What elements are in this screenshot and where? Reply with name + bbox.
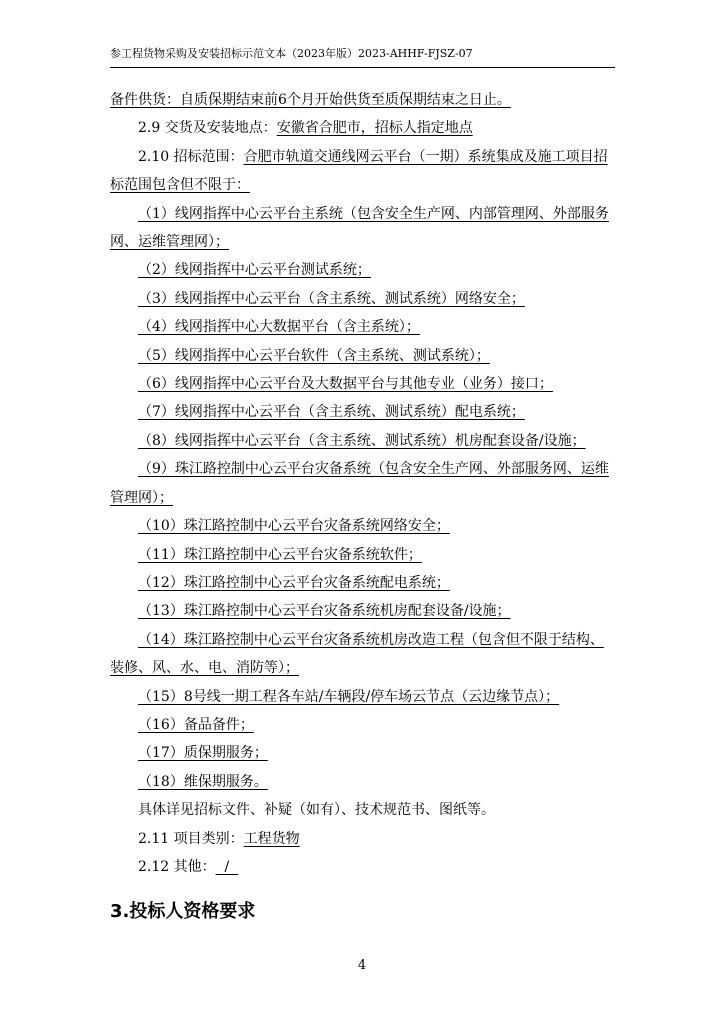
scope-item bbox=[110, 569, 615, 597]
scope-item-text: （2）线网指挥中心云平台测试系统； bbox=[138, 262, 371, 279]
delivery-label: 2.9 交货及安装地点： bbox=[138, 120, 277, 137]
scope-item-text: （16）备品备件； bbox=[138, 716, 254, 733]
scope-item bbox=[110, 768, 615, 796]
scope-item-text: （15）8号线一期工程各车站/车辆段/停车场云节点（云边缘节点）； bbox=[138, 688, 560, 705]
scope-item-text: （6）线网指挥中心云平台及大数据平台与其他专业（业务）接口； bbox=[138, 376, 553, 393]
scope-item-text: （8）线网指挥中心云平台（含主系统、测试系统）机房配套设备/设施； bbox=[138, 432, 586, 449]
scope-item-text: （3）线网指挥中心云平台（含主系统、测试系统）网络安全； bbox=[138, 290, 525, 307]
scope-item-text: （4）线网指挥中心大数据平台（含主系统）； bbox=[138, 319, 420, 336]
scope-item bbox=[110, 512, 615, 540]
details-text: 具体详见招标文件、补疑（如有）、技术规范书、图纸等。 bbox=[138, 802, 495, 819]
delivery-paragraph bbox=[110, 114, 615, 142]
other-value: / bbox=[215, 858, 239, 875]
scope-item-text: （5）线网指挥中心云平台软件（含主系统、测试系统）； bbox=[138, 347, 490, 364]
delivery-value: 安徽省合肥市，招标人指定地点 bbox=[276, 120, 473, 137]
scope-paragraph bbox=[110, 143, 615, 200]
details-paragraph bbox=[110, 796, 615, 824]
scope-item bbox=[110, 626, 615, 683]
scope-item-text: （13）珠江路控制中心云平台灾备系统机房配套设备/设施； bbox=[138, 603, 511, 620]
scope-item bbox=[110, 313, 615, 341]
scope-item-text: （7）线网指挥中心云平台（含主系统、测试系统）配电系统； bbox=[138, 404, 525, 421]
section-heading: 3.投标人资格要求 bbox=[110, 901, 256, 922]
header-rule bbox=[110, 67, 615, 68]
scope-item-text: （18）维保期服务。 bbox=[138, 773, 268, 790]
scope-item bbox=[110, 342, 615, 370]
spare-supply-text: 备件供货：自质保期结束前6个月开始供货至质保期结束之日止。 bbox=[110, 92, 511, 108]
scope-value: 合肥市轨道交通线网云平台（一期）系统集成及施工项目招标范围包含但不限于： bbox=[110, 148, 608, 194]
scope-item bbox=[110, 541, 615, 569]
document-body bbox=[110, 86, 615, 881]
scope-item bbox=[110, 683, 615, 711]
scope-item-text: （12）珠江路控制中心云平台灾备系统配电系统； bbox=[138, 574, 450, 591]
scope-item bbox=[110, 256, 615, 284]
scope-item bbox=[110, 711, 615, 739]
scope-item-text: （17）质保期服务； bbox=[138, 745, 268, 762]
scope-label: 2.10 招标范围： bbox=[138, 148, 244, 165]
scope-item bbox=[110, 200, 615, 257]
running-header: 参工程货物采购及安装招标示范文本（2023年版）2023-AHHF-FJSZ-07 bbox=[110, 47, 473, 60]
scope-item-text: （14）珠江路控制中心云平台灾备系统机房改造工程（包含但不限于结构、装修、风、水、电、消防等）； bbox=[110, 631, 604, 677]
scope-item bbox=[110, 739, 615, 767]
other-label: 2.12 其他： bbox=[138, 858, 216, 875]
scope-item bbox=[110, 597, 615, 625]
category-value: 工程货物 bbox=[243, 830, 300, 847]
scope-item bbox=[110, 398, 615, 426]
scope-item bbox=[110, 427, 615, 455]
scope-item bbox=[110, 285, 615, 313]
other-paragraph bbox=[110, 853, 615, 881]
scope-item bbox=[110, 370, 615, 398]
scope-item-text: （9）珠江路控制中心云平台灾备系统（包含安全生产网、外部服务网、运维管理网）； bbox=[110, 461, 609, 506]
page-number: 4 bbox=[357, 958, 367, 973]
category-label: 2.11 项目类别： bbox=[138, 830, 244, 847]
scope-item-text: （11）珠江路控制中心云平台灾备系统软件； bbox=[138, 546, 422, 563]
scope-item-text: （10）珠江路控制中心云平台灾备系统网络安全； bbox=[138, 518, 450, 535]
category-paragraph bbox=[110, 825, 615, 853]
scope-item-text: （1）线网指挥中心云平台主系统（包含安全生产网、内部管理网、外部服务网、运维管理网）； bbox=[110, 205, 609, 251]
spare-supply-paragraph bbox=[110, 86, 615, 114]
scope-item bbox=[110, 455, 615, 512]
